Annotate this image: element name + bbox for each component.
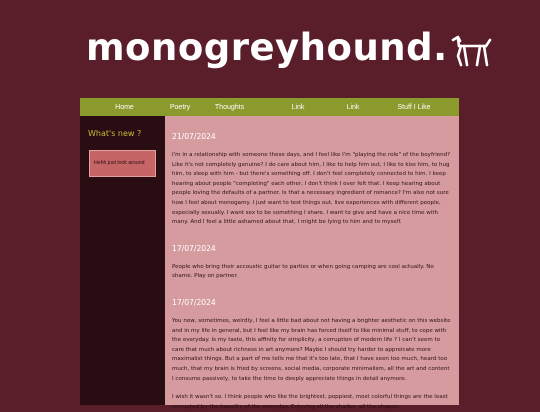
nav-item-link-1[interactable]: Link [291, 103, 305, 111]
post-date: 21/07/2024 [172, 132, 216, 141]
post-body [172, 263, 452, 282]
sidebar [80, 116, 165, 405]
post [165, 228, 459, 282]
post [165, 116, 459, 228]
post-date: 17/07/2024 [172, 243, 216, 253]
main-nav [80, 98, 459, 116]
whats-new-box [89, 150, 156, 177]
site-logo[interactable] [86, 26, 492, 70]
sidebar-title: What's new ? [88, 129, 142, 138]
greyhound-icon [450, 34, 492, 68]
post-paragraph: I wish it wasn't so. I think people who like the brightest, poppiest, most colorful things are the least corrupted by the banality of the everyday. Enjoying all the shades, all the shapes, [172, 394, 448, 410]
post [165, 282, 459, 412]
post-paragraph: You now, sometimes, weirdly, I feel a little bad about not having a brighter aesthetic on this website and in my life in general, but I feel like my brain has forced itself to like minimal stuff, to cope with the everyday. Is my taste, this affinity for simplicity, a corruption of modern life ? I can't seem to care that much about richness in art anymore? Maybe I should try harder to appreicate more maximalist things. But a part of me tells me that it's too late, that I have seen too much, heard too much, that my brain is fried by screens, social media, corporate minimalism, all the art and content I consume passively, to take the time to deeply appreciate things in detail anymore. [172, 317, 451, 382]
nav-item-poetry[interactable]: Poetry [169, 103, 191, 111]
post-body [172, 151, 452, 228]
nav-item-link-2[interactable]: Link [346, 103, 360, 111]
nav-item-stuff-i-like[interactable]: Stuff I Like [397, 103, 431, 111]
nav-item-thoughts[interactable]: Thoughts [214, 103, 245, 111]
whats-new-note: Hehh just look around [94, 160, 145, 166]
site-logo-text: monogreyhound. [86, 26, 448, 69]
nav-item-home[interactable]: Home [115, 103, 134, 111]
post-paragraph: I'm in a relationship with someone these days, and I feel like I'm "playing the role" of the boyfriend? Like it's not completely genuine? I do care about him, I like to help him out, I like to kiss him, to hug him, to sleep with him - but there's something off. I don't feel completely connected to him. I keep hearing about people "completing" each other, I don't think I ever felt that. I keep hearing about people loving the defaults of a partner. Is that a necessary ingredient of romance? I'm also not sure how I feel about monogamy. I just want to test things out, live experiences with different people, especially sexually. I want sex to be something I share. I want to give and have a nice time with many. And I feel a little ashamed about that, I might be lying to him and to myself. [172, 152, 451, 226]
post-body [172, 317, 452, 412]
post-paragraph: People who bring their accoustic guitar to parties or when going camping are cool actually. No shame. Play on partner. [172, 263, 434, 280]
post-date: 17/07/2024 [172, 297, 216, 307]
posts-area[interactable] [165, 116, 459, 410]
